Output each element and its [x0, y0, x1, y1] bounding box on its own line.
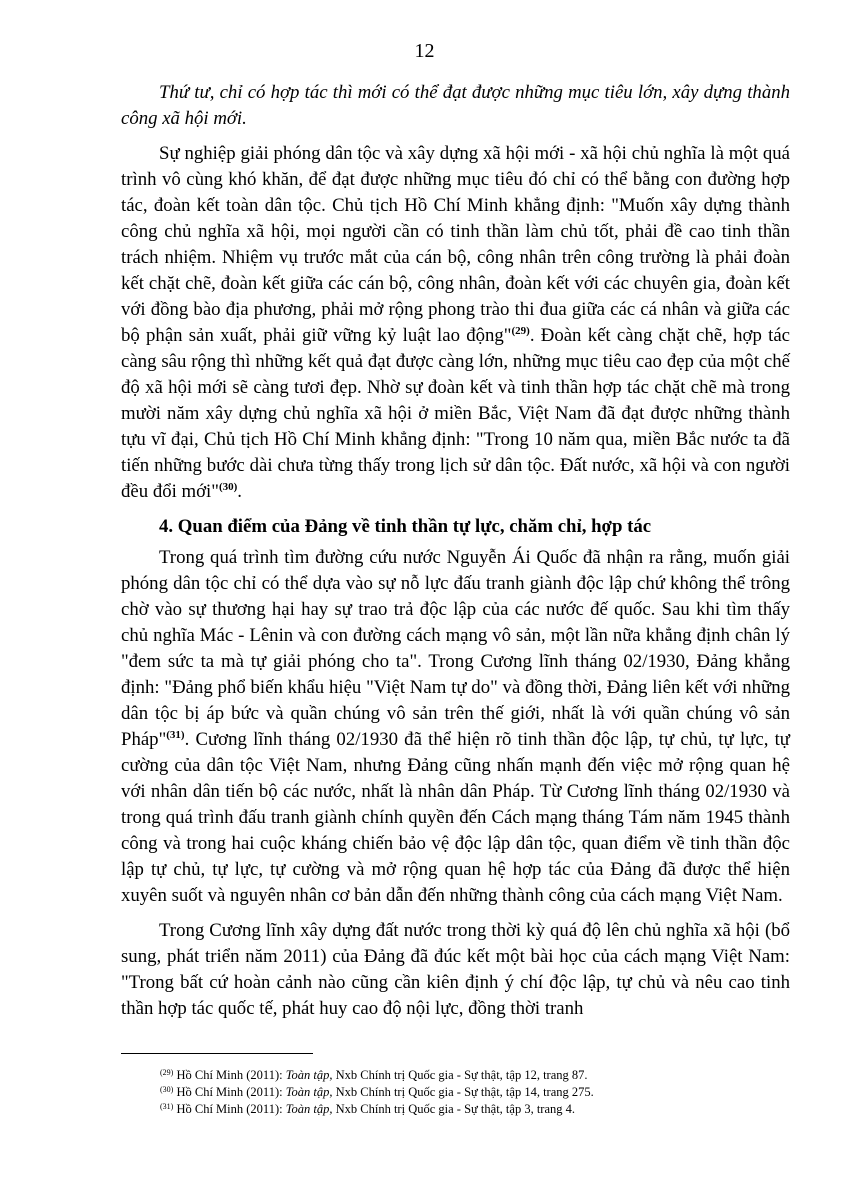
- footnote-number: (31): [160, 1102, 174, 1111]
- footnote-rest: Nxb Chính trị Quốc gia - Sự thật, tập 14, trang 275.: [332, 1085, 594, 1099]
- footnotes: [160, 1067, 790, 1118]
- footnote-number: (30): [160, 1085, 174, 1094]
- footnote-31: [160, 1101, 790, 1118]
- footnote-number: (29): [160, 1068, 174, 1077]
- footnote-author: Hồ Chí Minh (2011):: [173, 1102, 286, 1116]
- footnote-author: Hồ Chí Minh (2011):: [173, 1068, 286, 1082]
- paragraph-2-text-cont: . Đoàn kết càng chặt chẽ, hợp tác càng sâu rộng thì những kết quả đạt được càng lớn, những mục tiêu cao đẹp của một chế độ xã hội mới sẽ càng tươi đẹp. Nhờ sự đoàn kết và tinh thần hợp tác chặt chẽ mà trong mười năm xây dựng chủ nghĩa xã hội ở miền Bắc, Việt Nam đã đạt được những thành tựu vĩ đại, Chủ tịch Hồ Chí Minh khẳng định: "Trong 10 năm qua, miền Bắc nước ta đã tiến những bước dài chưa từng thấy trong lịch sử dân tộc. Đất nước, xã hội và con người đều đổi mới": [121, 325, 790, 502]
- page-number: 12: [414, 40, 435, 62]
- footnote-ref-29: (29): [511, 325, 530, 337]
- footnote-30: [160, 1084, 790, 1101]
- paragraph-1: Thứ tư, chỉ có hợp tác thì mới có thể đạt được những mục tiêu lớn, xây dựng thành công xã hội mới.: [121, 82, 790, 129]
- paragraph-3: [121, 545, 790, 909]
- footnote-title: Toàn tập,: [285, 1085, 333, 1099]
- footnote-title: Toàn tập,: [285, 1068, 333, 1082]
- footnote-separator: [121, 1053, 313, 1054]
- footnote-rest: Nxb Chính trị Quốc gia - Sự thật, tập 3, trang 4.: [332, 1102, 576, 1116]
- footnote-author: Hồ Chí Minh (2011):: [173, 1085, 286, 1099]
- footnote-rest: Nxb Chính trị Quốc gia - Sự thật, tập 12, trang 87.: [332, 1068, 588, 1082]
- footnote-29: [160, 1067, 790, 1084]
- paragraph-2: [121, 141, 790, 505]
- footnote-ref-31: (31): [166, 729, 185, 741]
- footnote-title: Toàn tập,: [285, 1102, 333, 1116]
- paragraph-3-text: Trong quá trình tìm đường cứu nước Nguyễn Ái Quốc đã nhận ra rằng, muốn giải phóng dân tộc chỉ có thể dựa vào sự nỗ lực đấu tranh giành độc lập chứ không thể trông chờ vào sự thương hại hay sự trao trả độc lập của các nước đế quốc. Sau khi tìm thấy chủ nghĩa Mác - Lênin và con đường cách mạng vô sản, một lần nữa khẳng định chân lý "đem sức ta mà tự giải phóng cho ta". Trong Cương lĩnh tháng 02/1930, Đảng khẳng định: "Đảng phổ biến khẩu hiệu "Việt Nam tự do" và đồng thời, Đảng liên kết với những dân tộc bị áp bức và quần chúng vô sản trên thế giới, nhất là với quần chúng vô sản Pháp": [121, 547, 790, 750]
- paragraph-4: Trong Cương lĩnh xây dựng đất nước trong thời kỳ quá độ lên chủ nghĩa xã hội (bổ sung, phát triển năm 2011) của Đảng đã đúc kết một bài học của cách mạng Việt Nam: "Trong bất cứ hoàn cảnh nào cũng cần kiên định ý chí độc lập, tự chủ và nêu cao tinh thần hợp tác quốc tế, phát huy cao độ nội lực, đồng thời tranh: [121, 920, 790, 1019]
- footnote-ref-30: (30): [218, 481, 238, 493]
- paragraph-3-text-cont: . Cương lĩnh tháng 02/1930 đã thể hiện rõ tinh thần độc lập, tự chủ, tự lực, tự cường của dân tộc Việt Nam, nhưng Đảng cũng nhấn mạnh đến việc mở rộng quan hệ với nhân dân tiến bộ các nước, nhất là nhân dân Pháp. Từ Cương lĩnh tháng 02/1930 và trong quá trình đấu tranh giành chính quyền đến Cách mạng tháng Tám năm 1945 thành công và trong hai cuộc kháng chiến bảo vệ độc lập dân tộc, quan điểm về tinh thần độc lập tự chủ, tự lực, tự cường và mở rộng quan hệ hợp tác của Đảng đã được thể hiện xuyên suốt và nguyên nhân cơ bản dẫn đến những thành công của cách mạng Việt Nam.: [121, 729, 790, 906]
- document-body: [121, 80, 790, 1031]
- section-heading: 4. Quan điểm của Đảng về tinh thần tự lực, chăm chỉ, hợp tác: [159, 516, 652, 537]
- paragraph-2-end: .: [237, 481, 242, 502]
- paragraph-2-text: Sự nghiệp giải phóng dân tộc và xây dựng xã hội mới - xã hội chủ nghĩa là một quá trình vô cùng khó khăn, để đạt được những mục tiêu đó chỉ có thể bằng con đường hợp tác, đoàn kết toàn dân tộc. Chủ tịch Hồ Chí Minh khẳng định: "Muốn xây dựng thành công chủ nghĩa xã hội, mọi người cần có tinh thần làm chủ tốt, phải đề cao tinh thần trách nhiệm. Nhiệm vụ trước mắt của cán bộ, công nhân trên công trường là phải đoàn kết chặt chẽ, đoàn kết giữa các cán bộ, công nhân, đoàn kết với các chuyên gia, đoàn kết với đồng bào địa phương, phải mở rộng phong trào thi đua giữa các cá nhân và giữa các bộ phận sản xuất, phải giữ vững kỷ luật lao động": [121, 143, 790, 346]
